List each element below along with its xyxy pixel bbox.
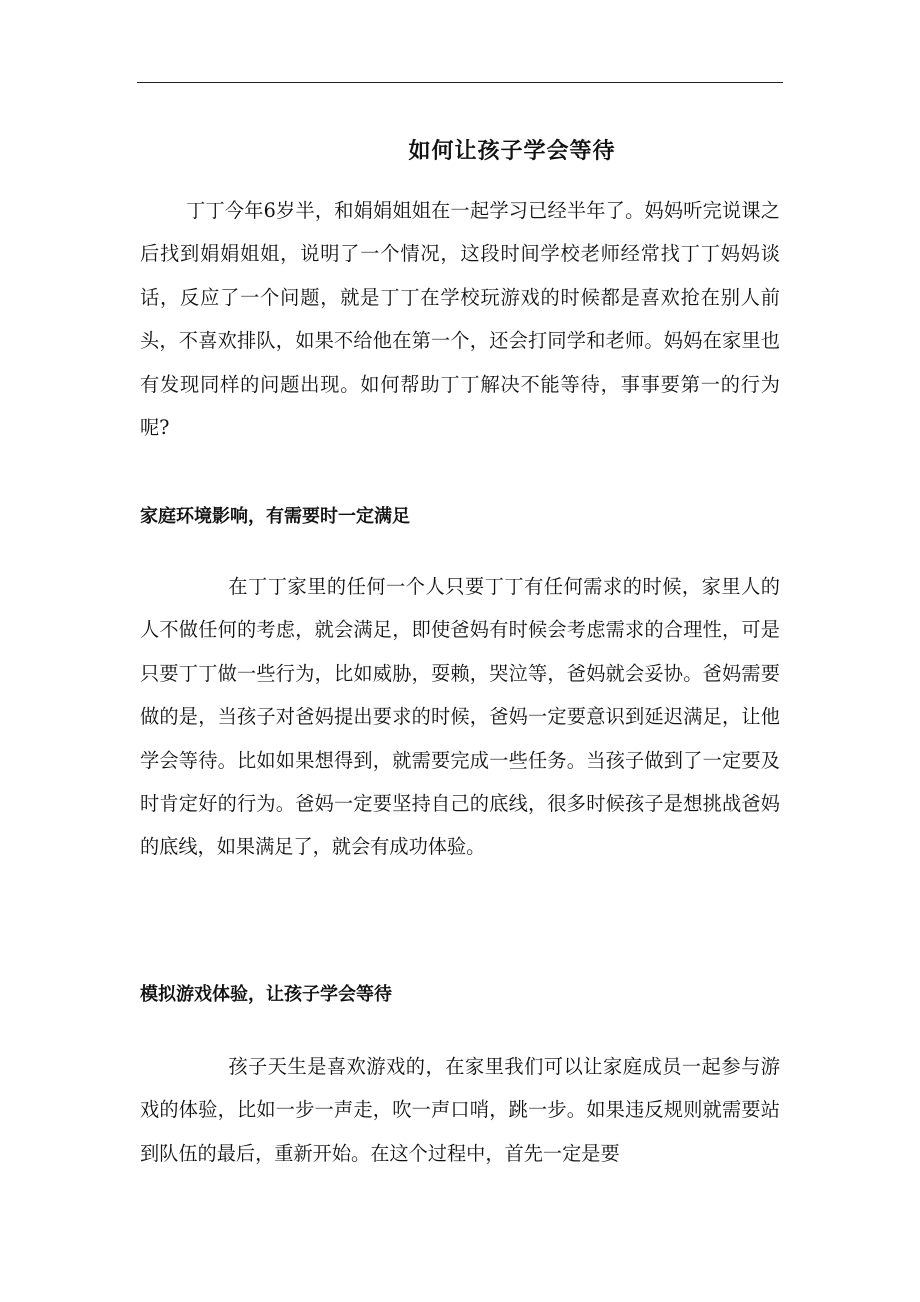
section-paragraph-family-environment: 在丁丁家里的任何一个人只要丁丁有任何需求的时候，家里人的人不做任何的考虑，就会满足，即使爸妈有时候会考虑需求的合理性，可是只要丁丁做一些行为，比如威胁，耍赖，哭泣等，爸妈就会妥协。爸妈需要做的是，当孩子对爸妈提出要求的时候，爸妈一定要意识到延迟满足，让他学会等待。比如如果想得到，就需要完成一些任务。当孩子做到了一定要及时肯定好的行为。爸妈一定要坚持自己的底线，很多时候孩子是想挑战爸妈的底线，如果满足了，就会有成功体验。 xyxy=(140,575,780,859)
intro-paragraph: 丁丁今年6岁半，和娟娟姐姐在一起学习已经半年了。妈妈听完说课之后找到娟娟姐姐，说明了一个情况，这段时间学校老师经常找丁丁妈妈谈话，反应了一个问题，就是丁丁在学校玩游戏的时候都是喜欢抢在别人前头，不喜欢排队，如果不给他在第一个，还会打同学和老师。妈妈在家里也有发现同样的问题出现。如何帮助丁丁解决不能等待，事事要第一的行为呢? xyxy=(140,199,780,440)
page-title: 如何让孩子学会等待 xyxy=(408,137,616,164)
section-heading-family-environment: 家庭环境影响，有需要时一定满足 xyxy=(140,506,410,527)
section-paragraph-game-experience: 孩子天生是喜欢游戏的，在家里我们可以让家庭成员一起参与游戏的体验，比如一步一声走，吹一声口哨，跳一步。如果违反规则就需要站到队伍的最后，重新开始。在这个过程中，首先一定是要 xyxy=(140,1055,780,1165)
header-rule xyxy=(137,82,783,83)
section-heading-game-experience: 模拟游戏体验，让孩子学会等待 xyxy=(140,984,392,1005)
